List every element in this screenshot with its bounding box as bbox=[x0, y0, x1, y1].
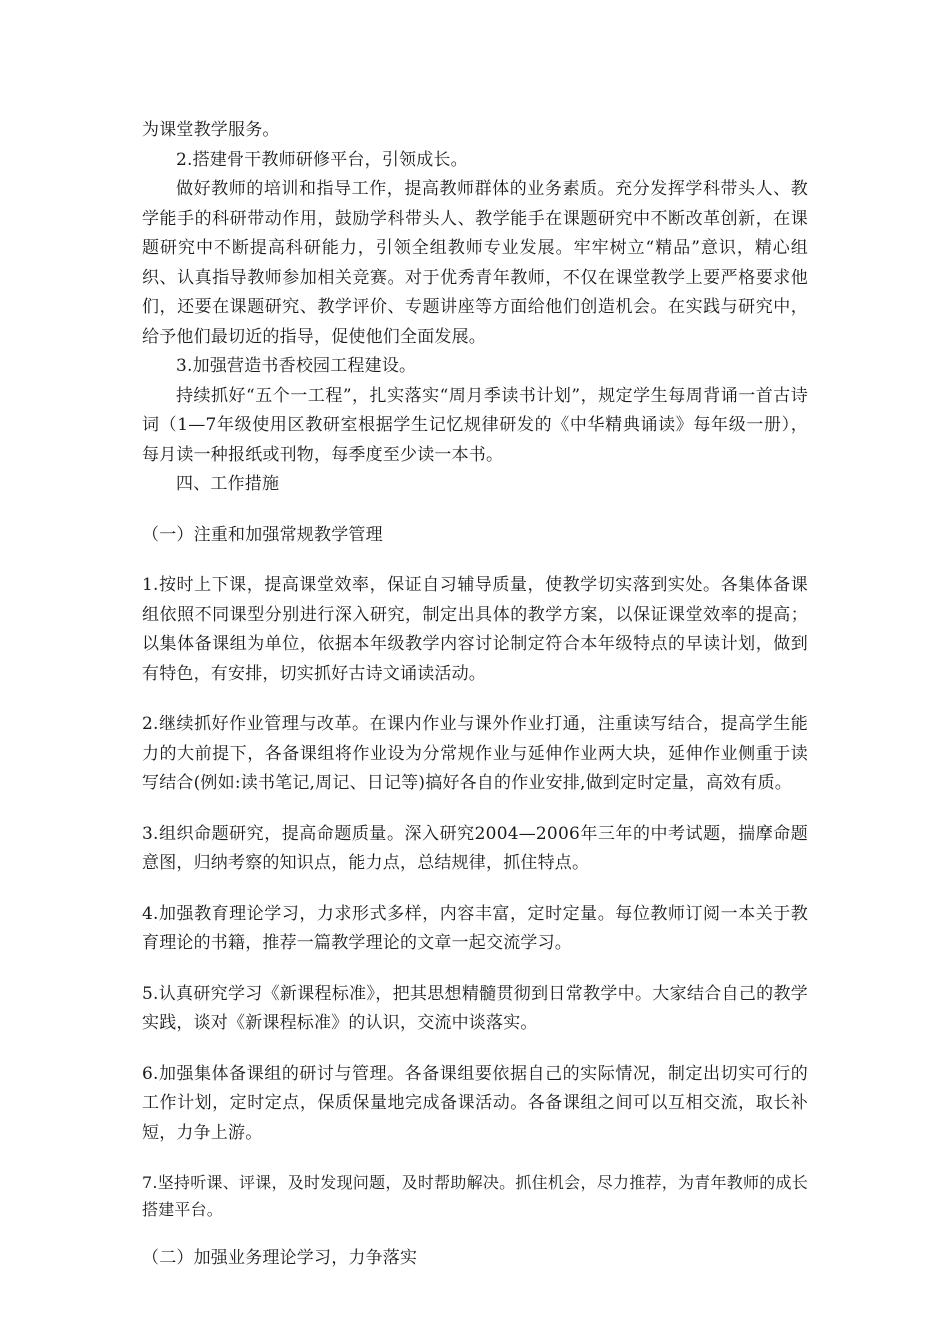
subheading-3: 3.加强营造书香校园工程建设。 bbox=[176, 356, 417, 376]
list-item: 3.组织命题研究，提高命题质量。深入研究2004—2006年三年的中考试题，揣摩命题意图，归纳考察的知识点，能力点，总结规律，抓住特点。 bbox=[142, 823, 808, 873]
list-item: 4.加强教育理论学习，力求形式多样，内容丰富，定时定量。每位教师订阅一本关于教育理论的书籍，推荐一篇教学理论的文章一起交流学习。 bbox=[142, 903, 808, 953]
list-item: 5.认真研究学习《新课程标准》，把其思想精髓贯彻到日常教学中。大家结合自己的教学实践，谈对《新课程标准》的认识，交流中谈落实。 bbox=[142, 983, 808, 1033]
paragraph-continuation: 为课堂教学服务。 bbox=[142, 120, 280, 140]
list-item: 2.继续抓好作业管理与改革。在课内作业与课外作业打通，注重读写结合，提高学生能力的大前提下，各备课组将作业设为分常规作业与延伸作业两大块，延伸作业侧重于读写结合(例如:读书笔记,周记、日记等)搞好各自的作业安排,做到定时定量，高效有质。 bbox=[142, 714, 808, 793]
document-body bbox=[142, 116, 808, 1274]
paragraph-3: 持续抓好“五个一工程”，扎实落实“周月季读书计划”，规定学生每周背诵一首古诗词（1—7年级使用区教研室根据学生记忆规律研发的《中华精典诵读》每年级一册），每月读一种报纸或刊物，每季度至少读一本书。 bbox=[142, 385, 808, 465]
part-heading-1: （一）注重和加强常规教学管理 bbox=[142, 524, 383, 545]
paragraph-2: 做好教师的培训和指导工作，提高教师群体的业务素质。充分发挥学科带头人、教学能手的科研带动作用，鼓励学科带头人、教学能手在课题研究中不断改革创新，在课题研究中不断提高科研能力，引领全组教师专业发展。牢牢树立“精品”意识，精心组织、认真指导教师参加相关竞赛。对于优秀青年教师，不仅在课堂教学上要严格要求他们，还要在课题研究、教学评价、专题讲座等方面给他们创造机会。在实践与研究中，给予他们最切近的指导，促使他们全面发展。 bbox=[142, 179, 808, 347]
section-heading-4: 四、工作措施 bbox=[176, 474, 280, 494]
list-item: 7.坚持听课、评课，及时发现问题，及时帮助解决。抓住机会，尽力推荐，为青年教师的成长搭建平台。 bbox=[142, 1173, 808, 1219]
list-item: 1.按时上下课，提高课堂效率，保证自习辅导质量，使教学切实落到实处。各集体备课组依照不同课型分别进行深入研究，制定出具体的教学方案，以保证课堂效率的提高；以集体备课组为单位，依据本年级教学内容讨论制定符合本年级特点的早读计划，做到有特色，有安排，切实抓好古诗文诵读活动。 bbox=[142, 575, 808, 684]
subheading-2: 2.搭建骨干教师研修平台，引领成长。 bbox=[176, 149, 468, 170]
part-heading-2: （二）加强业务理论学习，力争落实 bbox=[142, 1248, 418, 1268]
list-item: 6.加强集体备课组的研讨与管理。各备课组要依据自己的实际情况，制定出切实可行的工作计划，定时定点，保质保量地完成备课活动。各备课组之间可以互相交流，取长补短，力争上游。 bbox=[142, 1063, 808, 1143]
